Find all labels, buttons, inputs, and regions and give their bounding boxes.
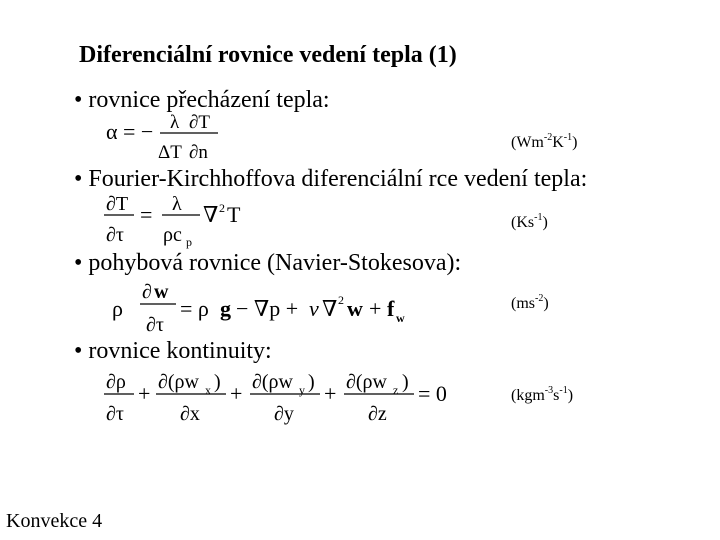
- svg-text:x: x: [205, 383, 211, 397]
- svg-text:p: p: [186, 235, 192, 249]
- svg-text:ν: ν: [309, 296, 319, 321]
- svg-text:∂y: ∂y: [274, 403, 294, 425]
- bullet-heat-transfer: • rovnice přecházení tepla:: [74, 87, 330, 113]
- svg-text:∂x: ∂x: [180, 403, 200, 425]
- equation-navier-stokes: [108, 276, 428, 338]
- svg-text:− ∇p +: − ∇p +: [236, 296, 299, 321]
- svg-text:+: +: [324, 381, 337, 406]
- svg-text:): ): [214, 371, 221, 393]
- svg-text:+: +: [369, 296, 382, 321]
- svg-text:+: +: [138, 381, 151, 406]
- equation-continuity: [102, 366, 472, 428]
- units-fourier-kirchhoff: $(Ks^{-1})$: [511, 212, 548, 231]
- svg-text:∂z: ∂z: [368, 403, 387, 425]
- svg-text:λ: λ: [170, 112, 180, 133]
- equation-heat-transfer-coefficient: [100, 104, 230, 162]
- svg-text:λ: λ: [172, 193, 182, 215]
- units-continuity: $(kgm^{-3}s^{-1})$: [511, 385, 574, 404]
- svg-text:∂T: ∂T: [106, 193, 129, 215]
- svg-text:w: w: [347, 296, 363, 321]
- svg-text:z: z: [393, 383, 399, 397]
- svg-text:ρ: ρ: [112, 296, 123, 321]
- units-navier-stokes: $(ms^{-2})$: [511, 293, 549, 312]
- svg-text:∂(ρw: ∂(ρw: [346, 371, 387, 393]
- svg-text:∂τ: ∂τ: [106, 403, 124, 425]
- svg-text:∂n: ∂n: [189, 142, 208, 163]
- equation-fourier-kirchhoff: [100, 188, 260, 250]
- svg-text:∂T: ∂T: [189, 112, 210, 133]
- svg-text:w: w: [396, 311, 405, 325]
- bullet-fourier-kirchhoff: • Fourier-Kirchhoffova diferenciální rce vedení tepla:: [74, 166, 588, 192]
- svg-text:w: w: [154, 281, 169, 303]
- svg-text:ΔT: ΔT: [158, 142, 182, 163]
- svg-text:T: T: [227, 202, 241, 227]
- svg-text:∇: ∇: [322, 296, 338, 321]
- bullet-navier-stokes: • pohybová rovnice (Navier-Stokesova):: [74, 250, 462, 276]
- slide-title: Diferenciální rovnice vedení tepla (1): [79, 42, 457, 68]
- svg-text:α = −: α = −: [106, 119, 154, 144]
- svg-text:∂τ: ∂τ: [146, 314, 164, 336]
- svg-text:f: f: [387, 296, 395, 321]
- svg-text:): ): [402, 371, 409, 393]
- svg-text:∂: ∂: [142, 281, 152, 303]
- svg-text:ρc: ρc: [163, 224, 182, 246]
- svg-text:): ): [308, 371, 315, 393]
- svg-text:g: g: [220, 296, 231, 321]
- svg-text:∂τ: ∂τ: [106, 224, 124, 246]
- svg-text:+: +: [230, 381, 243, 406]
- svg-text:∂ρ: ∂ρ: [106, 371, 126, 393]
- slide-footer: Konvekce 4: [6, 510, 103, 532]
- units-heat-transfer: $(Wm^{-2}K^{-1})$: [511, 132, 578, 151]
- svg-text:2: 2: [219, 201, 225, 215]
- svg-text:∇: ∇: [203, 202, 219, 227]
- svg-text:2: 2: [338, 293, 344, 307]
- svg-text:= 0: = 0: [418, 381, 447, 406]
- svg-text:∂(ρw: ∂(ρw: [252, 371, 293, 393]
- svg-text:∂(ρw: ∂(ρw: [158, 371, 199, 393]
- svg-text:= ρ: = ρ: [180, 296, 209, 321]
- svg-text:y: y: [299, 383, 305, 397]
- svg-text:=: =: [140, 202, 153, 227]
- bullet-continuity: • rovnice kontinuity:: [74, 338, 272, 364]
